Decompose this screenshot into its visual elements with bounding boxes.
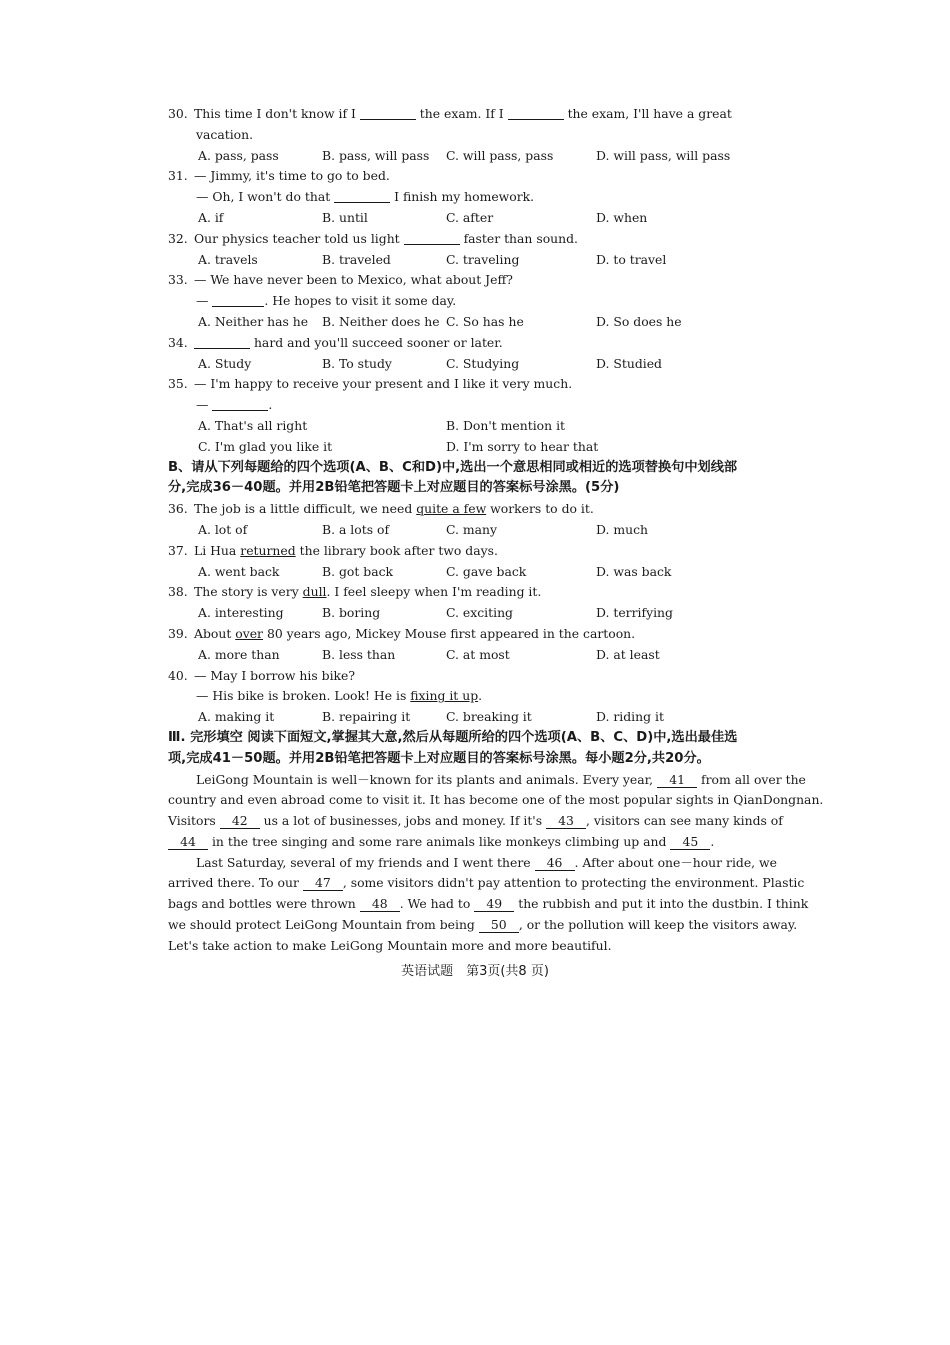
passage-line: Let's take action to make LeiGong Mountain more and more beautiful. (168, 937, 612, 953)
section-iii-instruction: 项,完成41－50题。并用2B铅笔把答题卡上对应题目的答案标号涂黑。每小题2分,共20分。 (168, 750, 710, 766)
options-35-row1: A. That's all right B. Don't mention it (198, 417, 566, 433)
answer-blank (334, 189, 390, 203)
question-30: 30. This time I don't know if I the exam. If I the exam, I'll have a great (168, 106, 732, 121)
blank-43: 43 (546, 814, 586, 829)
section-iii-instruction: Ⅲ. 完形填空 阅读下面短文,掌握其大意,然后从每题所给的四个选项(A、B、C、D)中,选出最佳选 (168, 729, 738, 745)
question-38: 38. The story is very dull. I feel sleepy when I'm reading it. (168, 584, 542, 600)
question-39: 39. About over 80 years ago, Mickey Mouse first appeared in the cartoon. (168, 625, 636, 641)
passage-line: we should protect LeiGong Mountain from being 50 , or the pollution will keep the visitors away. (168, 917, 798, 933)
answer-blank (212, 397, 268, 411)
blank-47: 47 (303, 876, 343, 891)
underlined-phrase: fixing it up (410, 688, 479, 704)
passage-line: Last Saturday, several of my friends and I went there 46 . After about one－hour ride, we (196, 854, 777, 870)
options-34: A. Study B. To study C. Studying D. Studied (198, 355, 662, 371)
blank-41: 41 (657, 773, 697, 788)
passage-line: 44 in the tree singing and some rare animals like monkeys climbing up and 45 . (168, 832, 760, 853)
passage-line: bags and bottles were thrown 48 . We had to 49 the rubbish and put it into the dustbin. I think (168, 896, 809, 912)
question-32: 32. Our physics teacher told us light faster than sound. (168, 230, 578, 246)
answer-blank (508, 106, 564, 120)
question-33: 33. — We have never been to Mexico, what about Jeff? (168, 272, 513, 288)
passage-line: Visitors 42 us a lot of businesses, jobs and money. If it's 43 , visitors can see many kinds of (168, 813, 783, 829)
options-33: A. Neither has he B. Neither does he C. So has he D. So does he (198, 313, 682, 329)
question-31: 31. — Jimmy, it's time to go to bed. (168, 168, 390, 184)
blank-45: 45 (670, 835, 710, 850)
section-b-instruction: 分,完成36－40题。并用2B铅笔把答题卡上对应题目的答案标号涂黑。(5分) (168, 480, 620, 496)
blank-50: 50 (479, 918, 519, 933)
underlined-phrase: returned (240, 542, 296, 558)
options-31: A. if B. until C. after D. when (198, 209, 648, 225)
blank-42: 42 (220, 814, 260, 829)
blank-48: 48 (360, 897, 400, 912)
passage-line: arrived there. To our 47 , some visitors didn't pay attention to protecting the environment. Plastic (168, 875, 805, 891)
section-b-instruction: B、请从下列每题给的四个选项(A、B、C和D)中,选出一个意思相同或相近的选项替换句中划线部 (168, 459, 738, 475)
options-32: A. travels B. traveled C. traveling D. to travel (198, 251, 667, 267)
passage-line: country and even abroad come to visit it. It has become one of the most popular sights in QianDongnan. (168, 792, 824, 808)
answer-blank (194, 335, 250, 349)
options-37: A. went back B. got back C. gave back D. was back (198, 563, 672, 579)
blank-46: 46 (535, 856, 575, 871)
underlined-phrase: quite a few (416, 501, 487, 517)
options-39: A. more than B. less than C. at most D. at least (198, 646, 660, 662)
passage-line: LeiGong Mountain is well－known for its plants and animals. Every year, 41 from all over the (196, 771, 806, 787)
question-34: 34. hard and you'll succeed sooner or later. (168, 334, 503, 350)
underlined-phrase: dull (302, 584, 327, 600)
question-40: 40. — May I borrow his bike? (168, 667, 356, 683)
question-36: 36. The job is a little difficult, we need quite a few workers to do it. (168, 501, 594, 517)
options-30: A. pass, pass B. pass, will pass C. will pass, pass D. will pass, will pass (198, 147, 731, 163)
page-footer: 英语试题 第3页(共8 页) (401, 964, 549, 979)
answer-blank (404, 231, 460, 245)
blank-49: 49 (474, 897, 514, 912)
options-38: A. interesting B. boring C. exciting D. terrifying (198, 605, 673, 621)
exam-content: 30. This time I don't know if I the exam. If I the exam, I'll have a great vacation. A. pass, pass B. pass, will pass C. will pass, pass D. will pass, will pass 31. — Jimmy, it's time to go to bed. — Oh, I won't do that I finish my homework. A. if B. until C. after D. when 32. Our physics teacher told us light faster than sound. A. travels B. traveled C. traveling D. to travel 33. — We have never been to Mexico, what about Jeff? — . He hopes to visit it some day. A. Neither has he B. Neither does he C. So has he D. So does he 34. hard and you'll succeed sooner or later. A. Study B. To study C. Studying D. Studied 35. — I'm happy to receive your present and I like it very much. — . A. That's all right B. Don't mention it C. I'm glad you like it D. I'm sorry to hear that B、请从下列每题给的四个选项(A、B、C和D)中,选出一个意思相同或相近的选项替换句中划线部 分,完成36－40题。并用2B铅笔把答题卡上对应题目的答案标号涂黑。(5分) 36. The job is a little difficult, we need quite a few workers to do it. A. lot of B. a lots of C. many D. much 37. Li Hua returned the library book after two days. A. went back B. got back C. gave back D. was back 38. The story is very dull. I feel sleepy when I'm reading it. A. interesting B. boring C. exciting D. terrifying 39. About over 80 years ago, Mickey Mouse first appeared in the cartoon. A. more than B. less than C. at most D. at least 40. — May I borrow his bike? — His bike is broken. Look! He is fixing it up. A. making it B. repairing it C. breaking it D. riding it Ⅲ. 完形填空 阅读下面短文,掌握其大意,然后从每题所给的四个选项(A、B、C、D)中,选出最佳选 项,完成41－50题。并用2B铅笔把答题卡上对应题目的答案标号涂黑。每小题2分,共20分。 LeiGong Mountain is well－known for its plants and animals. Every year, 41 from all over the country and even abroad come to visit it. It has become one of the most popular sights in QianDongnan. Visitors 42 us a lot of businesses, jobs and money. If it's 43 , visitors can see many kinds of 44 in the tree singing and some rare animals like monkeys climbing up and 45 . Last Saturday, several of my friends and I went there 46 . After about one－hour ride, we arrived there. To our 47 , some visitors didn't pay attention to protecting the environment. Plastic bags and bottles were thrown 48 . We had to 49 the rubbish and put it into the dustbin. I think we should protect LeiGong Mountain from being 50 , or the pollution will keep the visitors away. Let's take action to make LeiGong Mountain more and more beautiful. (168, 104, 760, 957)
options-36: A. lot of B. a lots of C. many D. much (198, 521, 649, 537)
question-37: 37. Li Hua returned the library book after two days. (168, 542, 498, 558)
blank-44: 44 (168, 835, 208, 850)
question-35: 35. — I'm happy to receive your present and I like it very much. (168, 376, 573, 392)
answer-blank (360, 106, 416, 120)
options-40: A. making it B. repairing it C. breaking it D. riding it (198, 709, 664, 725)
answer-blank (212, 293, 264, 307)
options-35-row2: C. I'm glad you like it D. I'm sorry to hear that (198, 438, 599, 454)
underlined-phrase: over (235, 625, 263, 641)
